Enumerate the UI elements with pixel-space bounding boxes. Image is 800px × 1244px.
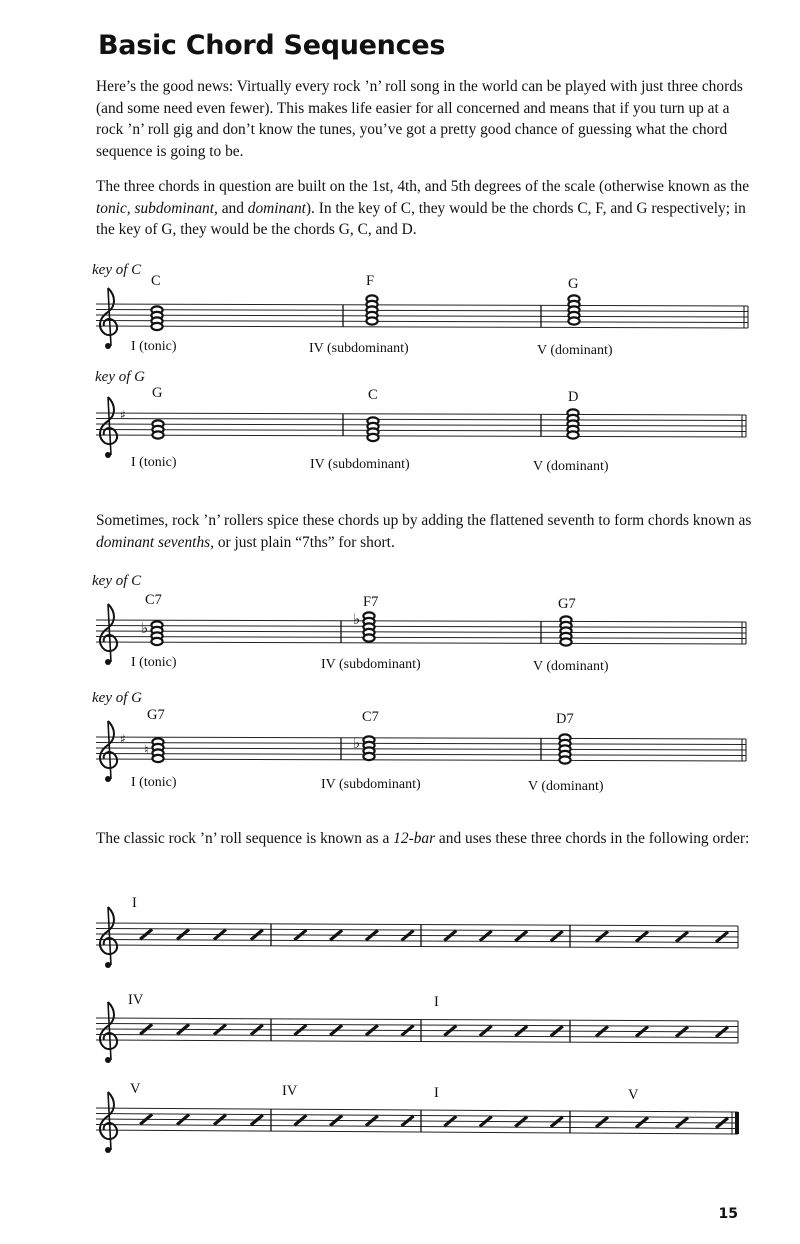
roman-numeral: I	[434, 994, 439, 1010]
staff-line	[96, 754, 746, 756]
chord-name: C	[368, 387, 378, 403]
whole-note	[559, 756, 570, 763]
treble-clef	[100, 1002, 117, 1063]
roman-numeral: IV	[282, 1083, 298, 1099]
staff-line	[96, 637, 746, 639]
chord-name: F	[366, 273, 375, 289]
page-number: 15	[718, 1206, 738, 1222]
staff-line	[96, 929, 738, 932]
chord-name: D7	[556, 711, 574, 727]
staff-line	[96, 748, 746, 750]
chord-name: C	[151, 273, 161, 289]
degree-label: V (dominant)	[533, 459, 609, 474]
flat-sign: ♭	[141, 619, 149, 637]
staff-line	[96, 1040, 738, 1043]
staff-line	[96, 424, 746, 426]
sharp-sign: ♯	[120, 732, 126, 746]
key-label: key of C	[92, 262, 142, 278]
staff-line	[96, 759, 746, 761]
intro-paragraph: Here’s the good news: Virtually every rock ’n’ roll song in the world can be played with just three chords (and some need even fewer). This makes life easier for all concerned and means that if you turn up at a rock ’n’ roll gig and don’t know the tunes, you’ve got a pretty good chance of guessing what the chord sequence is going to be.	[96, 78, 743, 160]
twelve-bar-paragraph: The classic rock ’n’ roll sequence is known as a 12-bar and uses these three chords in the following order:	[96, 830, 750, 847]
whole-note	[363, 634, 374, 641]
roman-numeral: V	[130, 1081, 141, 1097]
chord-name: D	[568, 389, 579, 405]
staff-line	[96, 413, 746, 415]
staff-line	[96, 1035, 738, 1038]
staff-line	[96, 1108, 738, 1112]
treble-clef	[100, 397, 117, 458]
staff-line	[96, 1130, 738, 1134]
staff-line	[96, 315, 748, 317]
degree-label: V (dominant)	[533, 659, 609, 674]
staff-line	[96, 642, 746, 644]
staff-line	[96, 743, 746, 745]
treble-clef	[100, 288, 117, 349]
chord-name: F7	[363, 594, 379, 610]
staff-line	[96, 945, 738, 948]
staff-line	[96, 419, 746, 421]
staff-line	[96, 326, 748, 328]
staff-line	[96, 626, 746, 628]
staff-line	[96, 304, 748, 306]
chord-name: C7	[362, 709, 379, 725]
treble-clef	[100, 1092, 117, 1153]
natural-sign: ♮	[144, 743, 149, 758]
sharp-sign: ♯	[120, 408, 126, 422]
degree-label: V (dominant)	[537, 343, 613, 358]
staff-line	[96, 620, 746, 622]
whole-note	[152, 755, 163, 762]
treble-clef	[100, 721, 117, 782]
roman-numeral: V	[628, 1087, 639, 1103]
degree-label: IV (subdominant)	[321, 777, 421, 792]
roman-numeral: IV	[128, 992, 144, 1008]
staff-line	[96, 435, 746, 437]
degree-label: IV (subdominant)	[321, 657, 421, 672]
staff-line	[96, 1114, 738, 1118]
chords-paragraph: The three chords in question are built on the 1st, 4th, and 5th degrees of the scale (otherwise known as the tonic, subdominant, and dominant). In the key of C, they would be the chords C, F, and G respectively; in the key of G, they would be the chords G, C, and D.	[96, 178, 750, 238]
degree-label: IV (subdominant)	[310, 457, 410, 472]
whole-note	[560, 638, 571, 645]
staff-line	[96, 310, 748, 312]
staff-line	[96, 321, 748, 323]
chord-name: G	[568, 276, 579, 292]
whole-note	[366, 317, 377, 324]
staff-line	[96, 923, 738, 926]
whole-note	[152, 431, 163, 438]
key-label: key of C	[92, 573, 142, 589]
degree-label: I (tonic)	[131, 339, 177, 354]
page-title: Basic Chord Sequences	[98, 30, 446, 61]
degree-label: IV (subdominant)	[309, 341, 409, 356]
degree-label: I (tonic)	[131, 455, 177, 470]
chord-name: G7	[147, 707, 165, 723]
whole-note	[367, 434, 378, 441]
staff-line	[96, 940, 738, 943]
staff-line	[96, 1125, 738, 1129]
whole-note	[568, 317, 579, 324]
whole-note	[151, 323, 162, 330]
roman-numeral: I	[132, 895, 137, 911]
sevenths-paragraph: Sometimes, rock ’n’ rollers spice these chords up by adding the flattened seventh to form chords known as dominant sevenths, or just plain “7ths” for short.	[96, 512, 752, 551]
degree-label: I (tonic)	[131, 775, 177, 790]
chord-name: G	[152, 385, 163, 401]
chord-name: G7	[558, 596, 576, 612]
roman-numeral: I	[434, 1085, 439, 1101]
key-label: key of G	[92, 690, 142, 706]
treble-clef	[100, 907, 117, 968]
chord-name: C7	[145, 592, 162, 608]
key-label: key of G	[95, 369, 145, 385]
staff-line	[96, 1018, 738, 1021]
staff-line	[96, 737, 746, 739]
degree-label: V (dominant)	[528, 779, 604, 794]
flat-sign: ♭	[353, 734, 361, 752]
staff-line	[96, 1024, 738, 1027]
whole-note	[151, 638, 162, 645]
degree-label: I (tonic)	[131, 655, 177, 670]
staff-line	[96, 631, 746, 633]
flat-sign: ♭	[353, 610, 361, 628]
treble-clef	[100, 604, 117, 665]
whole-note	[567, 431, 578, 438]
staff-line	[96, 430, 746, 432]
whole-note	[363, 753, 374, 760]
